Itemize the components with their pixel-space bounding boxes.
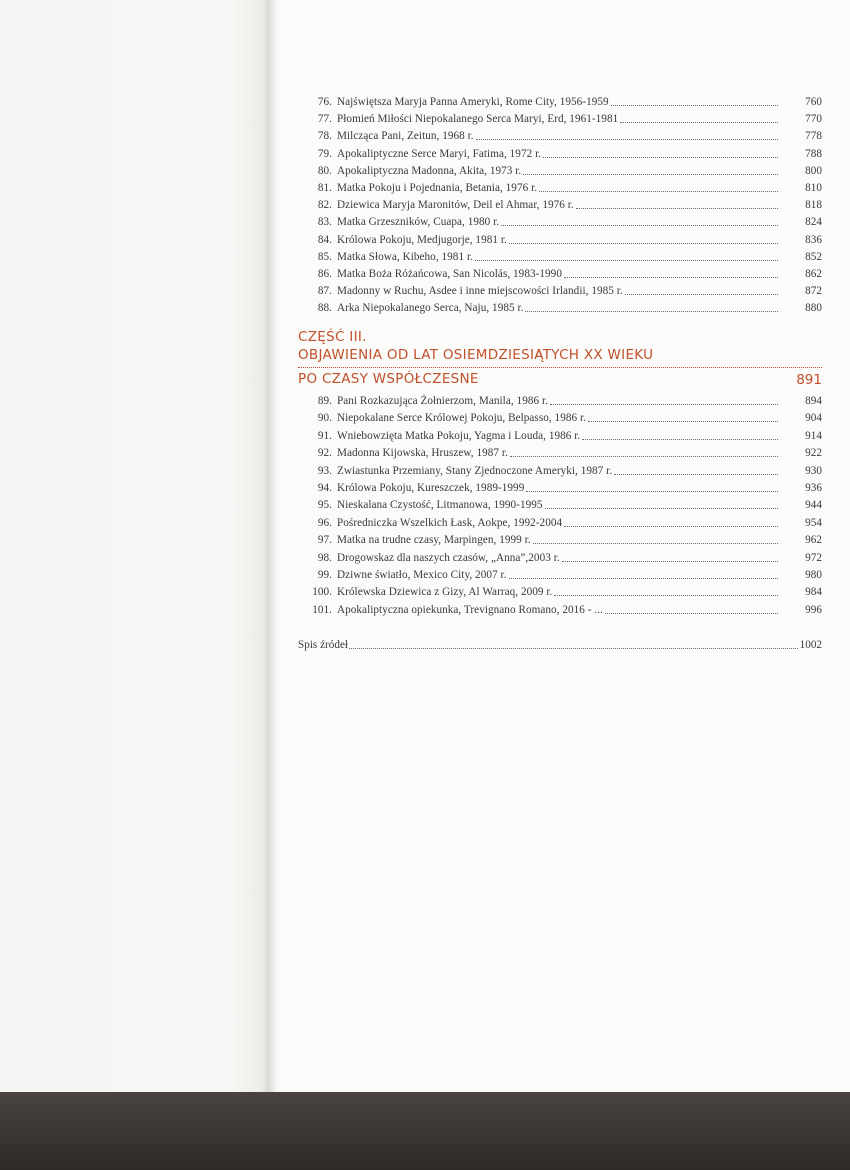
- toc-entry[interactable]: [272, 91, 850, 108]
- toc-entry-number: 93.: [317, 464, 332, 477]
- toc-entry-title: Matka Grzeszników, Cuapa, 1980 r.: [337, 216, 500, 229]
- dot-leader: [564, 268, 778, 278]
- dot-leader: [576, 199, 778, 209]
- toc-entry-page: 944: [805, 499, 822, 512]
- toc-entry[interactable]: [272, 246, 850, 263]
- dot-leader: [475, 251, 778, 261]
- toc-entry-title: Płomień Miłości Niepokalanego Serca Maryi, Erd, 1961-1981: [337, 113, 619, 126]
- scanner-background: [0, 1092, 850, 1170]
- toc-entry-title: Królowa Pokoju, Medjugorje, 1981 r.: [337, 233, 507, 246]
- toc-entry[interactable]: [272, 599, 850, 616]
- toc-entry-number: 95.: [317, 499, 332, 512]
- toc-entry-number: 90.: [317, 412, 332, 425]
- toc-entry-title: Królewska Dziewica z Gizy, Al Warraq, 2009 r.: [337, 586, 553, 599]
- toc-entry[interactable]: [272, 512, 850, 529]
- part-heading-line3: PO CZASY WSPÓŁCZESNE: [298, 371, 479, 387]
- toc-entry-page: 818: [805, 199, 822, 212]
- toc-entry[interactable]: [272, 581, 850, 598]
- toc-entry-page: 904: [805, 412, 822, 425]
- toc-entry-number: 79.: [317, 147, 332, 160]
- toc-entry-number: 89.: [317, 395, 332, 407]
- toc-entry-number: 85.: [317, 250, 332, 263]
- toc-entry-number: 76.: [317, 96, 332, 108]
- dot-leader: [550, 395, 778, 405]
- dot-leader: [543, 148, 778, 158]
- toc-page: [272, 0, 850, 1092]
- toc-entry-page: 862: [805, 268, 822, 280]
- toc-entry-title: Madonny w Ruchu, Asdee i inne miejscowości Irlandii, 1985 r.: [337, 285, 623, 298]
- toc-entry-title: Apokaliptyczna opiekunka, Trevignano Romano, 2016 - ...: [337, 603, 603, 616]
- toc-entry-number: 87.: [317, 285, 332, 298]
- dot-leader: [562, 552, 778, 562]
- toc-entry-page: 800: [805, 164, 822, 177]
- toc-entry-title: Dziewica Maryja Maronitów, Deil el Ahmar, 1976 r.: [337, 199, 574, 212]
- toc-entry-title: Zwiastunka Przemiany, Stany Zjednoczone Ameryki, 1987 r.: [337, 464, 613, 477]
- toc-entry[interactable]: [272, 108, 850, 125]
- dot-leader: [349, 639, 798, 649]
- toc-entry[interactable]: [272, 460, 850, 477]
- toc-entry-title: Arka Niepokalanego Serca, Naju, 1985 r.: [337, 302, 524, 315]
- toc-entry-title: Dziwne światło, Mexico City, 2007 r.: [337, 569, 507, 581]
- toc-entry-number: 97.: [317, 534, 332, 547]
- toc-entry[interactable]: [272, 160, 850, 177]
- toc-entry[interactable]: [272, 477, 850, 494]
- toc-entry-number: 83.: [317, 216, 332, 229]
- toc-entry-page: 914: [805, 429, 822, 442]
- toc-entry-number: 96.: [317, 516, 332, 529]
- sources-page: 1002: [799, 639, 822, 651]
- sources-title: Spis źródeł: [298, 639, 349, 651]
- dot-leader: [564, 517, 778, 527]
- toc-entry-page: 770: [805, 113, 822, 126]
- toc-entry[interactable]: [272, 494, 850, 511]
- toc-entry-page: 778: [805, 130, 822, 143]
- toc-entry-page: 972: [805, 551, 822, 564]
- toc-entry[interactable]: [272, 297, 850, 314]
- part-page-number: 891: [796, 372, 822, 388]
- toc-entry-number: 86.: [317, 268, 332, 280]
- toc-entry-page: 852: [805, 250, 822, 263]
- part-heading-line2: OBJAWIENIA OD LAT OSIEMDZIESIĄTYCH XX WIEKU: [298, 347, 654, 363]
- toc-entry[interactable]: [272, 177, 850, 194]
- dot-leader: [510, 447, 778, 457]
- toc-entry-title: Matka Boża Różańcowa, San Nicolás, 1983-1990: [337, 268, 562, 280]
- dot-leader: [509, 234, 778, 244]
- part-heading-rule: [298, 367, 822, 368]
- left-blank-page: [0, 0, 270, 1092]
- toc-entry-number: 77.: [317, 113, 332, 126]
- dot-leader: [533, 534, 778, 544]
- toc-entry-page: 760: [805, 96, 822, 108]
- toc-entry[interactable]: [272, 263, 850, 280]
- toc-entry-number: 92.: [317, 447, 332, 460]
- toc-entry[interactable]: [272, 529, 850, 546]
- toc-entry-number: 82.: [317, 199, 332, 212]
- dot-leader: [509, 569, 779, 579]
- dot-leader: [525, 302, 778, 312]
- toc-entry-page: 894: [805, 395, 822, 407]
- toc-entry-title: Niepokalane Serce Królowej Pokoju, Belpasso, 1986 r.: [337, 412, 586, 425]
- toc-entry-page: 872: [805, 285, 822, 298]
- toc-entry-page: 836: [805, 233, 822, 246]
- sources-entry[interactable]: [298, 634, 822, 651]
- toc-entry-page: 980: [805, 569, 822, 581]
- toc-entry-title: Apokaliptyczna Madonna, Akita, 1973 r.: [337, 164, 522, 177]
- dot-leader: [611, 96, 778, 106]
- toc-entry-page: 996: [805, 603, 822, 616]
- toc-entry[interactable]: [272, 547, 850, 564]
- toc-entry[interactable]: [272, 143, 850, 160]
- toc-entry-page: 788: [805, 147, 822, 160]
- toc-entry-title: Drogowskaz dla naszych czasów, „Anna”,2003 r.: [337, 551, 560, 564]
- toc-entry-title: Nieskalana Czystość, Litmanowa, 1990-1995: [337, 499, 543, 512]
- toc-entry-page: 936: [805, 482, 822, 494]
- toc-entry-page: 984: [805, 586, 822, 599]
- toc-entry-number: 99.: [317, 569, 332, 581]
- toc-entry-title: Wniebowzięta Matka Pokoju, Yagma i Louda, 1986 r.: [337, 429, 581, 442]
- toc-entry-number: 78.: [317, 130, 332, 143]
- toc-entry-page: 824: [805, 216, 822, 229]
- dot-leader: [526, 482, 778, 492]
- toc-entry-number: 94.: [317, 482, 332, 494]
- toc-entry-number: 98.: [317, 551, 332, 564]
- toc-entry[interactable]: [272, 280, 850, 297]
- toc-entry[interactable]: [272, 407, 850, 424]
- dot-leader: [554, 586, 778, 596]
- dot-leader: [625, 285, 778, 295]
- toc-entry-number: 81.: [317, 182, 332, 194]
- toc-entry[interactable]: [272, 211, 850, 228]
- toc-entry-number: 100.: [312, 586, 332, 599]
- toc-entry-number: 80.: [317, 164, 332, 177]
- toc-entry-page: 930: [805, 464, 822, 477]
- toc-entry-title: Matka na trudne czasy, Marpingen, 1999 r.: [337, 534, 531, 547]
- dot-leader: [523, 165, 778, 175]
- toc-entry-number: 101.: [312, 603, 332, 616]
- toc-entry[interactable]: [272, 425, 850, 442]
- dot-leader: [539, 182, 778, 192]
- toc-entry-title: Milcząca Pani, Zeitun, 1968 r.: [337, 130, 474, 143]
- toc-entry-number: 88.: [317, 302, 332, 315]
- toc-entry[interactable]: [272, 125, 850, 142]
- toc-entry[interactable]: [272, 442, 850, 459]
- toc-entry[interactable]: [272, 564, 850, 581]
- dot-leader: [545, 499, 778, 509]
- toc-entry-title: Matka Słowa, Kibeho, 1981 r.: [337, 250, 473, 263]
- part-heading-line1: CZĘŚĆ III.: [298, 329, 367, 345]
- toc-entry-page: 880: [805, 302, 822, 315]
- dot-leader: [614, 465, 778, 475]
- toc-entry-title: Pośredniczka Wszelkich Łask, Aokpe, 1992-2004: [337, 516, 563, 529]
- dot-leader: [620, 113, 778, 123]
- toc-entry[interactable]: [272, 390, 850, 407]
- toc-entry-title: Apokaliptyczne Serce Maryi, Fatima, 1972 r.: [337, 147, 542, 160]
- toc-entry-number: 84.: [317, 233, 332, 246]
- toc-entry[interactable]: [272, 229, 850, 246]
- toc-entry-title: Madonna Kijowska, Hruszew, 1987 r.: [337, 447, 508, 460]
- dot-leader: [501, 216, 778, 226]
- toc-entry-page: 954: [805, 516, 822, 529]
- toc-entry-page: 962: [805, 534, 822, 547]
- dot-leader: [476, 130, 778, 140]
- dot-leader: [582, 430, 778, 440]
- dot-leader: [588, 412, 778, 422]
- toc-entry-title: Najświętsza Maryja Panna Ameryki, Rome City, 1956-1959: [337, 96, 609, 108]
- toc-entry-title: Pani Rozkazująca Żołnierzom, Manila, 1986 r.: [337, 395, 548, 407]
- dot-leader: [605, 604, 778, 614]
- toc-entry-page: 922: [805, 447, 822, 460]
- toc-entry-number: 91.: [317, 429, 332, 442]
- toc-entry-title: Królowa Pokoju, Kureszczek, 1989-1999: [337, 482, 525, 494]
- toc-entry-page: 810: [805, 182, 822, 194]
- toc-entry-title: Matka Pokoju i Pojednania, Betania, 1976 r.: [337, 182, 538, 194]
- toc-entry[interactable]: [272, 194, 850, 211]
